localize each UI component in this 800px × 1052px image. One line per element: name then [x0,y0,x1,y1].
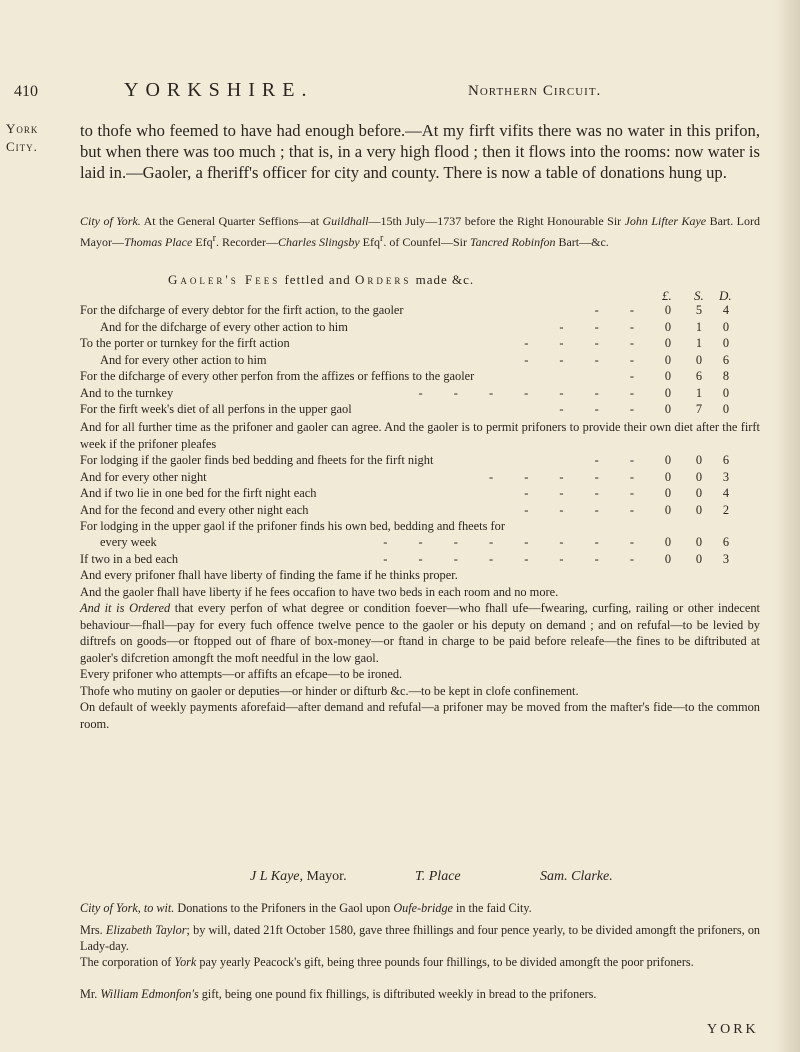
leader-dashes: - - - - [524,336,648,350]
donation-item [80,986,760,1002]
pounds-value: 0 [664,352,672,367]
page-fold-shadow [774,0,800,1052]
upper-gaol-table [80,534,760,567]
leader-dashes: - - - - [524,352,648,367]
shillings-value: 1 [695,319,703,334]
fee-row [80,352,760,369]
fee-row [80,485,760,502]
leader-dashes: - - - [559,402,648,416]
shillings-value: 0 [695,535,703,549]
knight-name: Tancred Robinfon [470,235,556,249]
shillings-value: 5 [695,303,703,317]
pounds-value: 0 [664,385,672,400]
heading-text: Efq [359,235,380,249]
donor-name: William Edmonfon's [100,987,199,1001]
pence-header: D. [719,288,732,303]
pence-value: 6 [722,535,730,549]
donation-text: gift, being one pound fix fhillings, is diftributed weekly in bread to the prifoners. [198,987,597,1001]
leader-dashes: - - - - - [488,469,648,484]
leader-dashes: - - - - - - - [418,385,648,400]
fees-title [168,272,474,288]
donor-name: Elizabeth Taylor [105,923,187,937]
heading-text: Bart—&c. [555,235,609,249]
donation-text: ; by will, dated 21ft October 1580, gave three fhillings and four pence yearly, to be divided amongft the prifoners, on Lady-day. [80,923,761,953]
shillings-value: 7 [695,402,703,416]
leader-dashes: - - - - [524,502,648,517]
pence-value: 6 [722,453,730,467]
mayor-name: John Lifter Kaye [624,214,707,228]
ordered-paragraph [80,600,760,666]
orders-block [80,567,760,732]
shillings-header: S. [694,288,704,303]
leader-dashes: - [629,369,648,383]
shillings-value: 0 [695,352,703,367]
fee-description: For the difcharge of every other perfon from the affizes or feffions to the gaoler [80,369,475,383]
fee-description: And for the fecond and every other night each [80,502,309,517]
fee-description: For the difcharge of every debtor for the firft action, to the gaoler [80,303,404,317]
mayor-signature [250,869,347,885]
shillings-value: 0 [695,453,703,467]
pence-value: 4 [722,303,730,317]
leader-dashes: - - - - [524,486,648,500]
donations-heading [80,900,760,916]
leader-dashes: - - [594,303,648,317]
pence-value: 2 [722,502,730,517]
donations-text: Donations to the Prifoners in the Gaol upon [174,901,394,915]
fee-row [80,385,760,402]
donor-prefix: Mrs. [80,923,106,937]
counsel-name: Charles Slingsby [277,235,360,249]
fee-row [80,401,760,418]
pence-value: 6 [722,352,730,367]
guildhall: Guildhall [322,214,369,228]
superscript: r [212,233,216,244]
county-title: YORKSHIRE. [124,79,314,101]
pence-value: 0 [722,385,730,400]
fee-description: And for every other action to him [100,352,267,367]
fee-description: For the firft week's diet of all perfons in the upper gaol [80,402,352,416]
pence-value: 0 [722,402,730,416]
donation-item [80,954,760,970]
shillings-value: 0 [695,502,703,517]
upper-gaol-line: For lodging in the upper gaol if the prifoner finds his own bed, bedding and fheets for [80,519,505,533]
fee-description: And if two lie in one bed for the firft night each [80,486,317,500]
donation-text: pay yearly Peacock's gift, being three pounds four fhillings, to be divided amongft the poor prifoners. [196,955,694,969]
pounds-value: 0 [664,535,672,549]
donations-lead: City of York, to wit. [80,901,175,915]
side-note-line2: City. [6,139,38,154]
city-of-york: City of York. [80,214,141,228]
agreement-paragraph: And for all further time as the prifoner and gaoler can agree. And the gaoler is to permit prifoners to provide their own diet after the firft week if the prifoner pleafes [80,420,760,451]
leader-dashes: - - [594,453,648,467]
donations-text: in the faid City. [452,901,532,915]
pence-value: 3 [722,469,730,484]
pounds-value: 0 [664,486,672,500]
fee-description: And for every other night [80,469,207,484]
pounds-value: 0 [664,551,672,566]
heading-text: Efq [192,235,213,249]
shillings-value: 0 [695,469,703,484]
donor-prefix: Mr. [80,987,101,1001]
signature-title: Mayor. [303,869,347,884]
fee-row [80,469,760,486]
order-line: On default of weekly payments aforefaid—after demand and refufal—a prifoner may be moved from the mafter's fide—to the common room. [80,700,760,731]
shillings-value: 0 [695,486,703,500]
pounds-value: 0 [664,402,672,416]
lodging-table [80,452,760,518]
pence-value: 0 [722,319,730,334]
pounds-value: 0 [664,502,672,517]
pounds-header: £. [662,288,672,303]
leader-dashes: - - - - - - - - [383,551,648,566]
sessions-heading [80,212,760,251]
shillings-value: 6 [695,369,703,383]
order-line: And every prifoner fhall have liberty of finding the fame if he thinks proper. [80,568,458,582]
fee-row [80,452,760,469]
fees-title-part: fettled and [280,272,355,287]
page-number: 410 [14,83,38,100]
clerk-signature: Sam. Clarke. [540,869,613,884]
fee-row [80,319,760,336]
fee-row [80,335,760,352]
catchword: YORK [707,1022,759,1037]
signature-name: J L Kaye, [250,869,304,884]
shillings-value: 1 [695,385,703,400]
pounds-value: 0 [664,303,672,317]
leader-dashes: - - - - - - - - [383,535,648,549]
fee-description: every week [100,535,157,549]
heading-text: Bart. Lord Mayor— [80,214,761,249]
recorder-signature: T. Place [415,869,461,884]
pounds-value: 0 [664,319,672,334]
order-line: Thofe who mutiny on gaoler or deputies—or hinder or difturb &c.—to be kept in clofe confinement. [80,683,579,698]
order-line: Every prifoner who attempts—or affifts an efcape—to be ironed. [80,667,403,681]
pence-value: 3 [722,551,730,566]
fee-description: And for the difcharge of every other action to him [100,319,348,334]
ordered-text: that every perfon of what degree or condition foever—who fhall ufe—fwearing, curfing, railing or other indecent behaviour—fhall—pay for every fuch offence twelve pence to the gaoler or his deputy on demand ; and on refufal—to be levied by diftrefs on goods—or ftopped out of fhare of box-money—or ftand in charge to be paid before releafe—the fines to be diftributed at gaoler's difcretion amongft the moft needful in the low gaol. [80,601,760,665]
fee-row [80,368,760,385]
pence-value: 4 [722,486,730,500]
intro-paragraph: to thofe who feemed to have had enough before.—At my firft vifits there was no water in this prifon, but when there was too much ; that is, in a very high flood ; then it flows into the rooms: now water is laid in.—Gaoler, a fheriff's officer for city and county. There is now a table of donations hung up. [80,121,760,182]
fee-description: And to the turnkey [80,385,174,400]
fee-row [80,502,760,519]
fee-description: To the porter or turnkey for the firft action [80,336,290,350]
pounds-value: 0 [664,453,672,467]
heading-text: —15th July—1737 before the Right Honourable Sir [368,214,625,228]
pounds-value: 0 [664,369,672,383]
fee-description: If two in a bed each [80,551,179,566]
leader-dashes: - - - [559,319,648,334]
heading-text: . Recorder— [216,235,278,249]
fee-row [80,534,760,551]
running-header [0,79,800,105]
shillings-value: 0 [695,551,703,566]
pence-value: 8 [722,369,730,383]
ordered-lead: And it is Ordered [80,601,171,615]
fees-title-part: made &c. [411,272,475,287]
fee-table [80,302,760,418]
donation-item [80,922,760,954]
fee-row [80,551,760,568]
shillings-value: 1 [695,336,703,350]
fee-row [80,302,760,319]
recorder-name: Thomas Place [124,235,193,249]
pounds-value: 0 [664,336,672,350]
side-note-line1: York [6,121,39,136]
fees-title-part: Gaoler's Fees [168,272,281,287]
superscript: r [379,233,384,244]
pence-value: 0 [722,336,730,350]
bridge-name: Oufe-bridge [393,901,453,915]
order-line: And the gaoler fhall have liberty if he fees occafion to have two beds in each room and no more. [80,584,559,599]
fees-title-part: Orders [354,272,412,287]
heading-text: At the General Quarter Seffions—at [140,214,323,228]
donor-name: York [174,955,197,969]
pounds-value: 0 [664,469,672,484]
donor-prefix: The corporation of [80,955,175,969]
fee-description: For lodging if the gaoler finds bed bedding and fheets for the firft night [80,453,434,467]
circuit-title: Northern Circuit. [468,83,602,99]
heading-text: . of Counfel—Sir [383,235,470,249]
